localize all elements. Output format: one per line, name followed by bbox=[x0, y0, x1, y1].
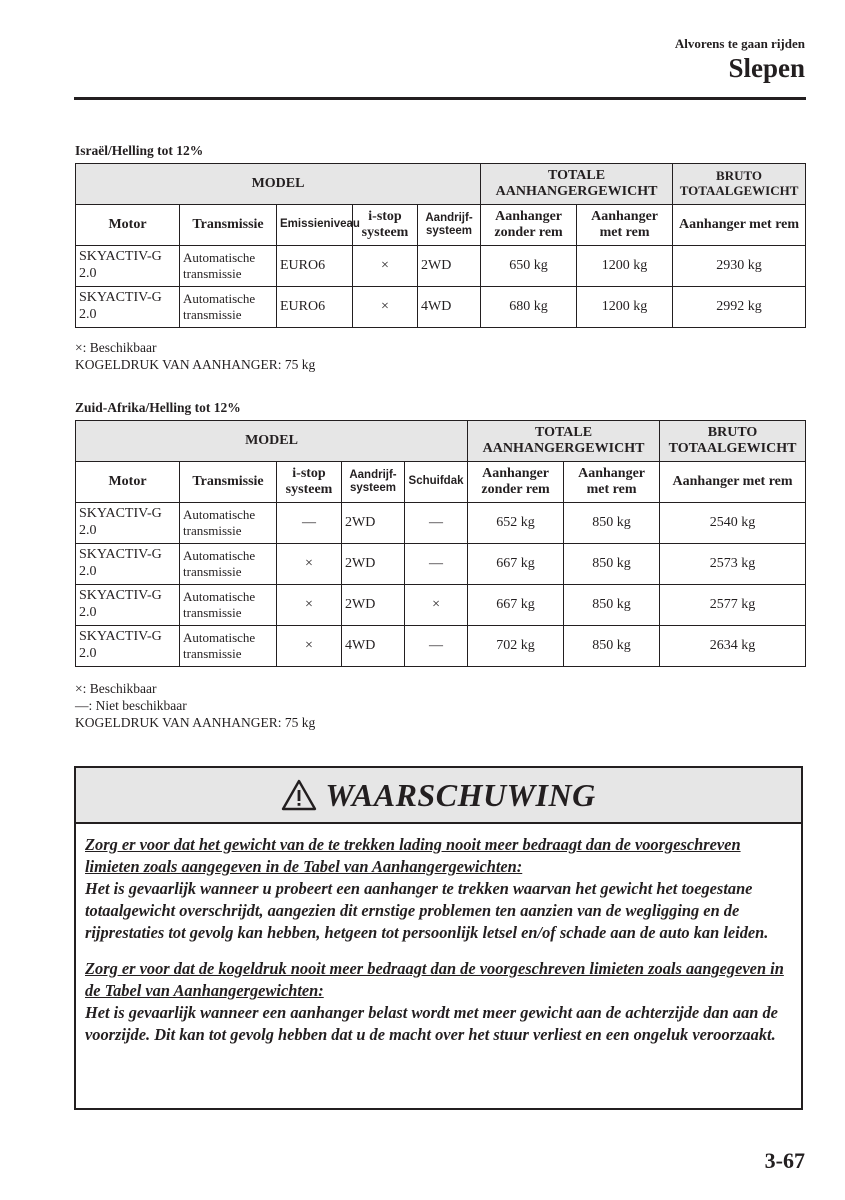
note-available: ×: Beschikbaar bbox=[75, 340, 157, 355]
table-row bbox=[76, 585, 806, 626]
cell-aandrijf: 2WD bbox=[418, 246, 481, 287]
cell-aandrijf: 2WD bbox=[342, 585, 405, 626]
cell-schuifdak: — bbox=[405, 503, 468, 544]
note-available: ×: Beschikbaar bbox=[75, 681, 157, 696]
cell-met-rem: 850 kg bbox=[564, 544, 660, 585]
warning-box bbox=[74, 766, 803, 1110]
cell-bruto: 2573 kg bbox=[660, 544, 806, 585]
table1 bbox=[75, 163, 806, 328]
cell-met-rem: 850 kg bbox=[564, 626, 660, 667]
table1-notes bbox=[75, 339, 315, 373]
cell-aandrijf: 2WD bbox=[342, 503, 405, 544]
cell-aandrijf: 4WD bbox=[418, 287, 481, 328]
table2-model-header: MODEL bbox=[76, 421, 468, 462]
cell-aandrijf: 2WD bbox=[342, 544, 405, 585]
cell-motor: SKYACTIV-G 2.0 bbox=[76, 246, 180, 287]
cell-zonder-rem: 680 kg bbox=[481, 287, 577, 328]
header-divider bbox=[74, 97, 806, 100]
cell-bruto: 2930 kg bbox=[673, 246, 806, 287]
warning-body bbox=[76, 824, 801, 1046]
note-kogeldruk: KOGELDRUK VAN AANHANGER: 75 kg bbox=[75, 715, 316, 730]
cell-transmissie: Automatische transmissie bbox=[180, 287, 277, 328]
table2-col-schuifdak: Schuifdak bbox=[405, 462, 468, 503]
warning-para2-body: Het is gevaarlijk wanneer een aanhanger belast wordt met meer gewicht aan de achterzijde dan aan de voorzijde. Dit kan tot gevolg hebben dat u de macht over het stuur verliest en een ongeluk veroorzaakt. bbox=[85, 1003, 778, 1044]
cell-met-rem: 1200 kg bbox=[577, 287, 673, 328]
warning-para2-heading: Zorg er voor dat de kogeldruk nooit meer bedraagt dan de voorgeschreven limieten zoals aangegeven in de Tabel van Aanhangergewichten: bbox=[85, 959, 784, 1000]
table-row bbox=[76, 287, 806, 328]
warning-triangle-icon bbox=[281, 779, 317, 811]
cell-motor: SKYACTIV-G 2.0 bbox=[76, 287, 180, 328]
cell-emissie: EURO6 bbox=[277, 287, 353, 328]
table2-col-istop: i-stop systeem bbox=[277, 462, 342, 503]
table2-caption: Zuid-Afrika/Helling tot 12% bbox=[75, 400, 241, 415]
table1-col-motor: Motor bbox=[76, 205, 180, 246]
cell-istop: × bbox=[353, 246, 418, 287]
cell-schuifdak: × bbox=[405, 585, 468, 626]
cell-schuifdak: — bbox=[405, 626, 468, 667]
table1-caption: Israël/Helling tot 12% bbox=[75, 143, 204, 158]
table2-notes bbox=[75, 680, 315, 731]
cell-zonder-rem: 650 kg bbox=[481, 246, 577, 287]
cell-motor: SKYACTIV-G 2.0 bbox=[76, 585, 180, 626]
cell-bruto: 2577 kg bbox=[660, 585, 806, 626]
cell-transmissie: Automatische transmissie bbox=[180, 503, 277, 544]
cell-emissie: EURO6 bbox=[277, 246, 353, 287]
cell-transmissie: Automatische transmissie bbox=[180, 544, 277, 585]
cell-transmissie: Automatische transmissie bbox=[180, 246, 277, 287]
section-label: Alvorens te gaan rijden bbox=[674, 36, 805, 51]
cell-met-rem: 850 kg bbox=[564, 503, 660, 544]
cell-transmissie: Automatische transmissie bbox=[180, 585, 277, 626]
table2-col-transmissie: Transmissie bbox=[180, 462, 277, 503]
table2-col-met-rem: Aanhanger met rem bbox=[564, 462, 660, 503]
cell-motor: SKYACTIV-G 2.0 bbox=[76, 626, 180, 667]
page-number: 3-67 bbox=[764, 1148, 805, 1173]
cell-zonder-rem: 667 kg bbox=[468, 544, 564, 585]
table1-bruto-header: BRUTO TOTAALGEWICHT bbox=[673, 164, 806, 205]
cell-istop: — bbox=[277, 503, 342, 544]
note-kogeldruk: KOGELDRUK VAN AANHANGER: 75 kg bbox=[75, 357, 316, 372]
cell-motor: SKYACTIV-G 2.0 bbox=[76, 503, 180, 544]
cell-istop: × bbox=[277, 544, 342, 585]
table2-col-motor: Motor bbox=[76, 462, 180, 503]
table1-col-met-rem: Aanhanger met rem bbox=[577, 205, 673, 246]
cell-transmissie: Automatische transmissie bbox=[180, 626, 277, 667]
cell-motor: SKYACTIV-G 2.0 bbox=[76, 544, 180, 585]
table2-totale-header: TOTALE AANHANGERGEWICHT bbox=[468, 421, 660, 462]
table1-col-emissie: Emissieniveau bbox=[277, 205, 353, 246]
table1-totale-header: TOTALE AANHANGERGEWICHT bbox=[481, 164, 673, 205]
page-header bbox=[675, 36, 805, 82]
cell-met-rem: 850 kg bbox=[564, 585, 660, 626]
table1-col-istop: i-stop systeem bbox=[353, 205, 418, 246]
table2 bbox=[75, 420, 806, 667]
table1-col-transmissie: Transmissie bbox=[180, 205, 277, 246]
cell-istop: × bbox=[277, 585, 342, 626]
table-row bbox=[76, 503, 806, 544]
warning-header bbox=[76, 768, 801, 824]
table2-col-aandrijf: Aandrijf-systeem bbox=[342, 462, 405, 503]
warning-para1-body: Het is gevaarlijk wanneer u probeert een aanhanger te trekken waarvan het gewicht het toegestane totaalgewicht overschrijdt, aangezien dit ernstige problemen ten aanzien van de wegligging en de rijprestaties tot gevolg kan hebben, hetgeen tot persoonlijk letsel en/of schade aan de auto kan leiden. bbox=[85, 879, 769, 942]
table-row bbox=[76, 544, 806, 585]
cell-istop: × bbox=[277, 626, 342, 667]
cell-aandrijf: 4WD bbox=[342, 626, 405, 667]
cell-bruto: 2540 kg bbox=[660, 503, 806, 544]
cell-schuifdak: — bbox=[405, 544, 468, 585]
cell-zonder-rem: 702 kg bbox=[468, 626, 564, 667]
table-row bbox=[76, 246, 806, 287]
cell-met-rem: 1200 kg bbox=[577, 246, 673, 287]
table1-col-bruto-met-rem: Aanhanger met rem bbox=[673, 205, 806, 246]
table1-model-header: MODEL bbox=[76, 164, 481, 205]
note-not-available: —: Niet beschikbaar bbox=[75, 698, 187, 713]
warning-title: WAARSCHUWING bbox=[325, 776, 596, 813]
cell-bruto: 2992 kg bbox=[673, 287, 806, 328]
warning-para1-heading: Zorg er voor dat het gewicht van de te trekken lading nooit meer bedraagt dan de voorgeschreven limieten zoals aangegeven in de Tabel van Aanhangergewichten: bbox=[85, 835, 741, 876]
table1-col-zonder-rem: Aanhanger zonder rem bbox=[481, 205, 577, 246]
page-title: Slepen bbox=[728, 53, 805, 83]
cell-zonder-rem: 652 kg bbox=[468, 503, 564, 544]
table2-bruto-header: BRUTO TOTAALGEWICHT bbox=[660, 421, 806, 462]
cell-istop: × bbox=[353, 287, 418, 328]
table1-col-aandrijf: Aandrijf-systeem bbox=[418, 205, 481, 246]
cell-zonder-rem: 667 kg bbox=[468, 585, 564, 626]
table2-col-zonder-rem: Aanhanger zonder rem bbox=[468, 462, 564, 503]
table-row bbox=[76, 626, 806, 667]
table2-col-bruto-met-rem: Aanhanger met rem bbox=[660, 462, 806, 503]
cell-bruto: 2634 kg bbox=[660, 626, 806, 667]
